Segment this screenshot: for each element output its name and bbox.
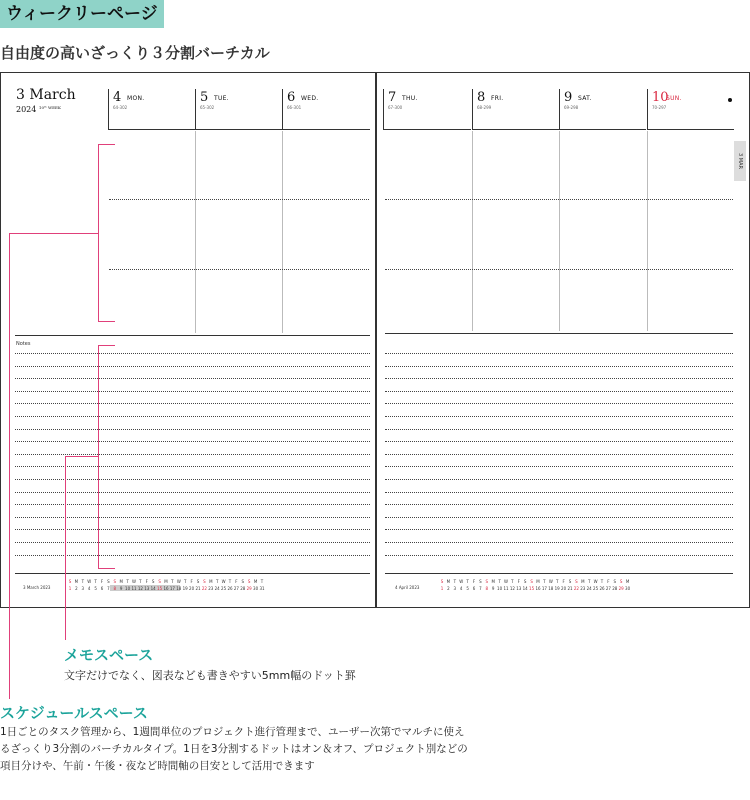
schedule-bracket-top <box>98 144 115 145</box>
mini-cal-date: 26 <box>599 586 605 591</box>
mini-cal-date: 7 <box>107 586 110 591</box>
notes-dot-row <box>15 378 370 379</box>
mini-cal-date: 17 <box>541 586 547 591</box>
notes-dot-row <box>15 466 370 467</box>
mini-cal-weekday: T <box>600 579 604 584</box>
mini-cal-date: 19 <box>182 586 188 591</box>
day-name: SUN. <box>666 95 682 102</box>
mini-cal-date: 20 <box>561 586 567 591</box>
mini-cal-weekday: M <box>164 579 168 584</box>
mini-cal-date: 28 <box>240 586 246 591</box>
day-number: 9 <box>564 90 573 105</box>
mini-cal-weekday: F <box>145 579 148 584</box>
notes-dot-row <box>15 416 370 417</box>
day-header-sun <box>647 89 734 130</box>
mini-cal-weekday: S <box>440 579 444 584</box>
notes-dot-row <box>15 504 370 505</box>
mini-cal-date: 27 <box>605 586 611 591</box>
notes-dot-row <box>15 353 370 354</box>
notes-dot-row <box>385 466 733 467</box>
mini-cal-weekday: M <box>536 579 540 584</box>
notes-dot-row <box>385 353 733 354</box>
mini-cal-date: 4 <box>87 586 91 591</box>
mini-cal-weekday: M <box>119 579 123 584</box>
memo-bracket-top <box>98 345 115 346</box>
mini-cal-date: 5 <box>94 586 97 591</box>
mini-cal-weekday: S <box>107 579 110 584</box>
day-number: 6 <box>287 90 296 105</box>
mini-cal-weekday: T <box>139 579 142 584</box>
calendar-separator <box>15 573 370 574</box>
mini-cal-date: 14 <box>522 586 528 591</box>
mini-cal-weekday: S <box>479 579 482 584</box>
notes-dot-row <box>385 403 733 404</box>
mini-cal-weekday: S <box>523 579 527 584</box>
notes-label: Notes <box>16 341 31 347</box>
notes-dot-row <box>15 542 370 543</box>
mini-cal-date: 28 <box>612 586 618 591</box>
mini-cal-date: 18 <box>548 586 554 591</box>
year-week <box>16 105 61 114</box>
page-subtitle: 自由度の高いざっくり３分割バーチカル <box>0 44 270 62</box>
mini-cal-date: 8 <box>113 586 117 591</box>
split-line <box>385 199 733 200</box>
mini-cal-date: 8 <box>485 586 489 591</box>
memo-bracket-bottom <box>98 568 115 569</box>
mini-cal-date: 6 <box>472 586 476 591</box>
mini-cal-weekday: T <box>466 579 469 584</box>
day-count: 68-299 <box>477 105 492 110</box>
mini-cal-date: 30 <box>625 586 631 591</box>
mini-cal-date: 21 <box>567 586 573 591</box>
mini-calendar-label-left: 3 March 2023 <box>23 585 51 590</box>
mini-calendar-label-right: 4 April 2023 <box>395 585 420 590</box>
mini-cal-date: 5 <box>466 586 469 591</box>
mini-cal-date: 13 <box>144 586 150 591</box>
mini-cal-date: 22 <box>201 586 207 591</box>
mini-cal-date: 10 <box>125 586 131 591</box>
day-count: 64-302 <box>113 105 128 110</box>
week-number: 10ᵗʰ WEEK <box>38 105 61 110</box>
memo-leader-vertical <box>65 456 66 640</box>
mini-cal-weekday: S <box>613 579 617 584</box>
memo-space-desc: 文字だけでなく、図表なども書きやすい5mm幅のドット罫 <box>64 669 356 682</box>
notes-dot-row <box>385 366 733 367</box>
mini-cal-weekday: M <box>74 579 79 584</box>
mini-cal-date: 17 <box>169 586 175 591</box>
day-count: 66-301 <box>287 105 302 110</box>
mini-cal-weekday: M <box>446 579 451 584</box>
mini-cal-weekday: S <box>568 579 572 584</box>
mini-cal-weekday: T <box>555 579 559 584</box>
memo-space-title: メモスペース <box>64 646 154 664</box>
day-name: MON. <box>127 95 145 102</box>
day-header-fri <box>472 89 559 130</box>
mini-cal-date: 30 <box>253 586 259 591</box>
mini-cal-date: 29 <box>246 586 252 591</box>
notes-dot-row <box>385 529 733 530</box>
day-header-mon <box>108 89 195 130</box>
mini-cal-date: 24 <box>214 586 220 591</box>
mini-cal-weekday: S <box>68 579 72 584</box>
mini-cal-date: 2 <box>447 586 450 591</box>
mini-cal-weekday: M <box>581 579 585 584</box>
notes-dot-row <box>15 441 370 442</box>
notes-separator <box>385 333 733 334</box>
planner-spread <box>0 72 750 608</box>
mini-cal-date: 25 <box>593 586 599 591</box>
column-divider <box>647 131 648 331</box>
day-number: 4 <box>113 90 122 105</box>
schedule-leader <box>9 233 99 234</box>
mini-cal-date: 16 <box>535 586 541 591</box>
notes-dot-row <box>15 517 370 518</box>
schedule-space-title: スケジュールスペース <box>0 704 148 722</box>
mini-cal-weekday: W <box>548 579 553 584</box>
mini-cal-weekday: M <box>491 579 495 584</box>
day-header-thu <box>383 89 471 130</box>
notes-dot-row <box>385 492 733 493</box>
mini-cal-date: 1 <box>68 586 72 591</box>
notes-dot-row <box>15 391 370 392</box>
column-divider <box>282 131 283 333</box>
mini-cal-weekday: W <box>132 579 136 584</box>
mini-cal-date: 13 <box>516 586 522 591</box>
notes-dot-row <box>385 479 733 480</box>
notes-dot-row <box>15 529 370 530</box>
notes-dot-row <box>15 454 370 455</box>
notes-dot-row <box>385 429 733 430</box>
mini-cal-date: 16 <box>163 586 169 591</box>
notes-dot-row <box>385 542 733 543</box>
notes-dot-row <box>15 403 370 404</box>
mini-cal-date: 27 <box>233 586 239 591</box>
mini-cal-weekday: T <box>511 579 514 584</box>
mini-cal-weekday: T <box>543 579 546 584</box>
notes-dot-row <box>15 492 370 493</box>
mini-cal-weekday: S <box>247 579 251 584</box>
mini-cal-weekday: T <box>587 579 591 584</box>
mini-cal-weekday: T <box>228 579 232 584</box>
mini-cal-weekday: M <box>625 579 630 584</box>
day-name: WED. <box>301 95 319 102</box>
mini-cal-weekday: S <box>241 579 245 584</box>
mini-cal-weekday: S <box>151 579 155 584</box>
schedule-space-desc: 1日ごとのタスク管理から、1週間単位のプロジェクト進行管理まで、ユーザー次第でマルチに使えるざっくり3分割のバーチカルタイプ。1日を3分割するドットはオン＆オフ、プロジェクト別などの項目分けや、午前・午後・夜など時間軸の目安として活用できます <box>0 726 468 772</box>
mini-cal-date: 26 <box>227 586 233 591</box>
mini-cal-date: 11 <box>503 586 509 591</box>
mini-cal-date: 25 <box>221 586 227 591</box>
mini-cal-weekday: S <box>113 579 117 584</box>
schedule-bracket-bottom <box>98 321 115 322</box>
month-title: 3 March <box>16 87 76 103</box>
year: 2024 <box>16 105 37 114</box>
mini-cal-weekday: T <box>126 579 129 584</box>
notes-separator <box>15 335 370 336</box>
mini-cal-date: 7 <box>479 586 482 591</box>
mini-cal-date: 11 <box>131 586 137 591</box>
mini-cal-weekday: S <box>485 579 489 584</box>
day-count: 67-300 <box>388 105 403 110</box>
mini-cal-date: 20 <box>189 586 195 591</box>
mini-cal-weekday: W <box>176 579 181 584</box>
day-header-sat <box>559 89 646 130</box>
memo-leader <box>65 456 99 457</box>
mini-cal-date: 14 <box>150 586 156 591</box>
mini-cal-weekday: S <box>196 579 200 584</box>
mini-cal-date: 9 <box>119 586 123 591</box>
mini-cal-date: 12 <box>137 586 143 591</box>
day-name: THU. <box>402 95 418 102</box>
mini-cal-weekday: W <box>221 579 226 584</box>
mini-cal-date: 19 <box>554 586 560 591</box>
notes-dot-row <box>15 429 370 430</box>
notes-dot-row <box>385 378 733 379</box>
mini-cal-weekday: S <box>575 579 578 584</box>
memo-bracket <box>98 345 99 569</box>
mini-cal-weekday: F <box>472 579 476 584</box>
column-divider <box>195 131 196 333</box>
mini-cal-weekday: T <box>171 579 174 584</box>
mini-cal-weekday: F <box>100 579 104 584</box>
marker-dot <box>728 98 732 102</box>
mini-cal-date: 24 <box>586 586 592 591</box>
notes-dot-row <box>385 454 733 455</box>
mini-cal-date: 15 <box>157 586 163 591</box>
mini-cal-date: 4 <box>459 586 463 591</box>
mini-cal-date: 21 <box>195 586 201 591</box>
mini-cal-date: 3 <box>453 586 457 591</box>
mini-cal-weekday: F <box>517 579 520 584</box>
day-count: 70-297 <box>652 105 667 110</box>
notes-dot-row <box>385 441 733 442</box>
day-number: 8 <box>477 90 486 105</box>
mini-cal-date: 23 <box>208 586 214 591</box>
mini-cal-date: 29 <box>618 586 624 591</box>
mini-cal-weekday: T <box>94 579 97 584</box>
notes-dot-row <box>385 555 733 556</box>
mini-cal-date: 12 <box>509 586 515 591</box>
mini-cal-date: 1 <box>440 586 444 591</box>
mini-cal-weekday: W <box>504 579 508 584</box>
schedule-leader-vertical <box>9 233 10 699</box>
mini-cal-date: 3 <box>81 586 85 591</box>
notes-dot-row <box>385 391 733 392</box>
mini-cal-date: 10 <box>497 586 503 591</box>
day-header-wed <box>282 89 370 130</box>
mini-cal-weekday: F <box>190 579 193 584</box>
split-line <box>385 269 733 270</box>
mini-cal-weekday: M <box>253 579 258 584</box>
notes-dot-row <box>15 479 370 480</box>
mini-cal-weekday: F <box>235 579 238 584</box>
notes-dot-row <box>15 366 370 367</box>
mini-cal-weekday: T <box>183 579 187 584</box>
mini-cal-weekday: T <box>498 579 501 584</box>
split-line <box>109 199 369 200</box>
day-name: FRI. <box>491 95 504 102</box>
mini-cal-date: 18 <box>176 586 182 591</box>
mini-cal-date: 22 <box>573 586 579 591</box>
notes-dot-row <box>385 504 733 505</box>
day-count: 69-298 <box>564 105 579 110</box>
mini-cal-weekday: W <box>87 579 92 584</box>
column-divider <box>559 131 560 331</box>
column-divider <box>472 131 473 331</box>
mini-cal-weekday: T <box>215 579 219 584</box>
day-count: 65-302 <box>200 105 215 110</box>
mini-cal-date: 31 <box>259 586 265 591</box>
mini-cal-date: 23 <box>580 586 586 591</box>
day-name: TUE. <box>214 95 229 102</box>
calendar-separator <box>385 573 733 574</box>
mini-cal-weekday: T <box>260 579 264 584</box>
mini-cal-weekday: S <box>158 579 161 584</box>
mini-cal-date: 15 <box>529 586 535 591</box>
mini-cal-weekday: S <box>530 579 533 584</box>
mini-cal-weekday: T <box>81 579 85 584</box>
month-index-tab[interactable]: 3 MAR <box>734 141 746 181</box>
mini-cal-weekday: W <box>459 579 464 584</box>
notes-dot-row <box>385 517 733 518</box>
mini-cal-weekday: S <box>619 579 623 584</box>
mini-cal-weekday: M <box>209 579 213 584</box>
mini-cal-weekday: F <box>562 579 565 584</box>
notes-dot-row <box>15 555 370 556</box>
notes-dot-row <box>385 416 733 417</box>
page-tag: ウィークリーページ <box>0 0 164 28</box>
mini-cal-weekday: S <box>203 579 206 584</box>
mini-cal-weekday: F <box>607 579 610 584</box>
day-number: 7 <box>388 90 397 105</box>
mini-cal-weekday: W <box>593 579 598 584</box>
day-header-tue <box>195 89 282 130</box>
day-number: 5 <box>200 90 209 105</box>
mini-cal-date: 6 <box>100 586 104 591</box>
mini-cal-date: 9 <box>491 586 495 591</box>
mini-cal-date: 2 <box>75 586 78 591</box>
spread-center <box>375 73 377 607</box>
day-name: SAT. <box>578 95 592 102</box>
split-line <box>109 269 369 270</box>
mini-cal-weekday: T <box>453 579 457 584</box>
day-number: 10 <box>652 90 669 105</box>
